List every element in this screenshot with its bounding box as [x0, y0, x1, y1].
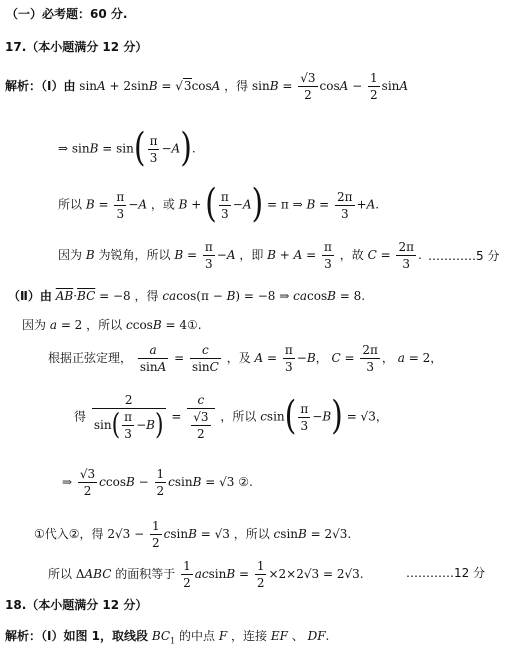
- step1-text: ，得: [224, 79, 249, 93]
- score-12: …………12 分: [406, 566, 486, 580]
- part2-text: ，得: [134, 289, 159, 303]
- step3-text2: ，或: [150, 197, 175, 212]
- step3-text1: 所以: [58, 197, 83, 212]
- step4-text1: 因为: [58, 248, 83, 262]
- law-label: 根据正弦定理，: [48, 351, 133, 365]
- q17-sub-line: ①代入②，得 2√3 − $\frac{1}{2}$ csinB = √3 ，所以 csinB = 2√3.: [34, 519, 352, 550]
- q17-implies-line: ⇒ $\frac{√3}{2}$ ccosB − $\frac{1}{2}$ csinB = √3 ②.: [62, 467, 253, 498]
- q17-area-line: 所以 ΔABC 的面积等于 $\frac{1}{2}$ acsinB = $\frac{1}{2}$ ×2×2√3 = 2√3.: [48, 559, 364, 590]
- area-text1: 所以: [48, 567, 73, 581]
- q18-line1: 解析：（Ⅰ）如图 1，取线段 $BC_1$ 的中点 F ，连接 EF 、 DF.: [5, 629, 330, 646]
- q17-law-line: 根据正弦定理， $\frac{a}{\sin A}$ = $\frac{c}{\sin C}$ ，及 A = $\frac{\pi}{3}$ −B， C = $\frac{2\pi}{3}$ ， a = 2，: [48, 343, 443, 374]
- q18-line1d: 、: [291, 629, 304, 643]
- get-label: 得: [74, 409, 87, 424]
- score-5: …………5 分: [428, 249, 500, 263]
- q18-line1-text: 解析：（Ⅰ）如图 1，取线段: [5, 629, 148, 643]
- q18-title: 18.（本小题满分 12 分）: [5, 598, 148, 612]
- q18-line1c: ，连接: [230, 629, 267, 643]
- q17-part2-line1: （Ⅱ）由 $\overline{AB}\cdot\overline{BC} = -8$ ，得 cacos(π − B) = −8 ⇒ cacosB = 8.: [8, 289, 366, 303]
- so-text: ，所以: [220, 409, 257, 424]
- area-text2: 的面积等于: [115, 567, 176, 581]
- q17-title: 17.（本小题满分 12 分）: [5, 40, 148, 54]
- step4-text4: ，故: [339, 248, 364, 262]
- q17-get-line: 得 2 sin( $\frac{\pi}{3}$ −B) = $\frac{c}{\frac{√3}{2}}$ ，所以 csin( $\frac{\pi}{3}$ −B) = √3，: [74, 393, 388, 442]
- part1-label: 解析：（Ⅰ）由: [5, 79, 76, 93]
- q17-part1-line3: 所以 B = $\frac{\pi}{3}$ −A ，或 B + ( $\frac{\pi}{3}$ −A) = π ⇒ B = $\frac{2\pi}{3}$ +A.: [58, 181, 380, 228]
- q17-part1-line4: 因为 B 为锐角，所以 B = $\frac{\pi}{3}$ −A ，即 B + A = $\frac{\pi}{3}$ ，故 C = $\frac{2\pi}{3}$ .: [58, 240, 422, 271]
- because-text: 因为: [22, 318, 47, 332]
- so-text-2: ，所以: [233, 527, 270, 541]
- part2-label: （Ⅱ）由: [8, 289, 52, 303]
- step4-text3: ，即: [239, 248, 264, 262]
- section-header: （一）必考题：60 分.: [6, 7, 128, 21]
- sub-text: ①代入②，得: [34, 527, 104, 541]
- step4-text2: 为锐角，所以: [98, 248, 171, 262]
- q18-line1b: 的中点: [178, 629, 215, 643]
- because2-text: ，所以: [86, 318, 123, 332]
- q17-because-line: 因为 a = 2 ，所以 ccosB = 4①.: [22, 318, 202, 332]
- law-text2: ，及: [226, 351, 251, 365]
- q17-part1-line2: ⇒ sinB = sin( $\frac{\pi}{3}$ −A).: [58, 125, 196, 172]
- q17-part1-line1: 解析：（Ⅰ）由 sinA + 2sinB = √3cosA ，得 sinB = $\frac{√3}{2}$ cosA − $\frac{1}{2}$ sinA: [5, 71, 409, 102]
